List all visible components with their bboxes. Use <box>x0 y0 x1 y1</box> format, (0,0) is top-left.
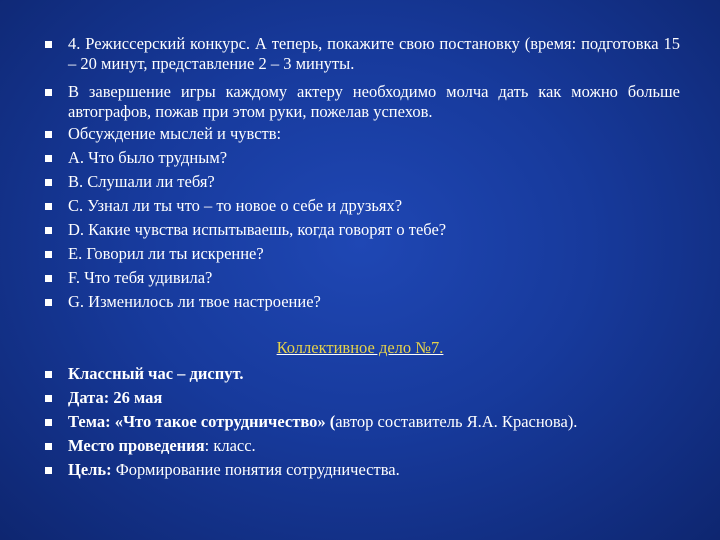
bullet-marker <box>45 89 52 96</box>
list-item-text: : класс. <box>204 436 256 455</box>
list-item-text: автор составитель Я.А. Краснова). <box>335 412 578 431</box>
bullet-marker <box>45 275 52 282</box>
list-item <box>68 196 680 216</box>
list-item <box>68 460 680 480</box>
list-item-text: Обсуждение мыслей и чувств: <box>68 124 282 143</box>
bullet-marker <box>45 299 52 306</box>
bullet-marker <box>45 467 52 474</box>
list-item-text: Формирование понятия сотрудничества. <box>111 460 400 479</box>
section-heading <box>0 338 720 358</box>
list-item-text: В. Слушали ли тебя? <box>68 172 215 191</box>
list-item <box>68 388 680 408</box>
list-item <box>68 268 680 288</box>
bullet-marker <box>45 371 52 378</box>
list-item <box>68 34 680 73</box>
list-item <box>68 292 680 312</box>
bullet-marker <box>45 443 52 450</box>
bullet-marker <box>45 227 52 234</box>
bullet-marker <box>45 251 52 258</box>
list-item <box>68 82 680 121</box>
list-item <box>68 412 680 432</box>
bullet-marker <box>45 203 52 210</box>
list-item-bold: Тема: «Что такое сотрудничество» ( <box>68 412 336 431</box>
list-item-text: А. Что было трудным? <box>68 148 228 167</box>
list-item <box>68 436 680 456</box>
list-item-text: Е. Говорил ли ты искренне? <box>68 244 264 263</box>
bullet-marker <box>45 395 52 402</box>
list-item-text: В завершение игры каждому актеру необходимо молча дать как можно больше автографов, пожав при этом руки, пожелав успехов. <box>68 82 680 121</box>
list-item-text: 4. Режиссерский конкурс. А теперь, покажите свою постановку (время: подготовка 15 – 20 минут, представление 2 – 3 минуты. <box>68 34 680 73</box>
bullet-marker <box>45 419 52 426</box>
list-item <box>68 364 680 384</box>
list-item-text: F. Что тебя удивила? <box>68 268 213 287</box>
bullet-marker <box>45 179 52 186</box>
list-item-text: С. Узнал ли ты что – то новое о себе и друзьях? <box>68 196 403 215</box>
list-item <box>68 244 680 264</box>
list-item-bold: Цель: <box>68 460 112 479</box>
list-item <box>68 220 680 240</box>
list-item-text: D. Какие чувства испытываешь, когда говорят о тебе? <box>68 220 447 239</box>
bullet-marker <box>45 131 52 138</box>
list-item-bold: Классный час – диспут. <box>68 364 244 383</box>
list-item <box>68 124 680 144</box>
list-item-bold: Дата: 26 мая <box>68 388 163 407</box>
list-item-text: G. Изменилось ли твое настроение? <box>68 292 321 311</box>
section-heading-text: Коллективное дело №7. <box>276 338 444 357</box>
bullet-marker <box>45 41 52 48</box>
list-item <box>68 172 680 192</box>
list-item-bold: Место проведения <box>68 436 205 455</box>
list-item <box>68 148 680 168</box>
bullet-marker <box>45 155 52 162</box>
